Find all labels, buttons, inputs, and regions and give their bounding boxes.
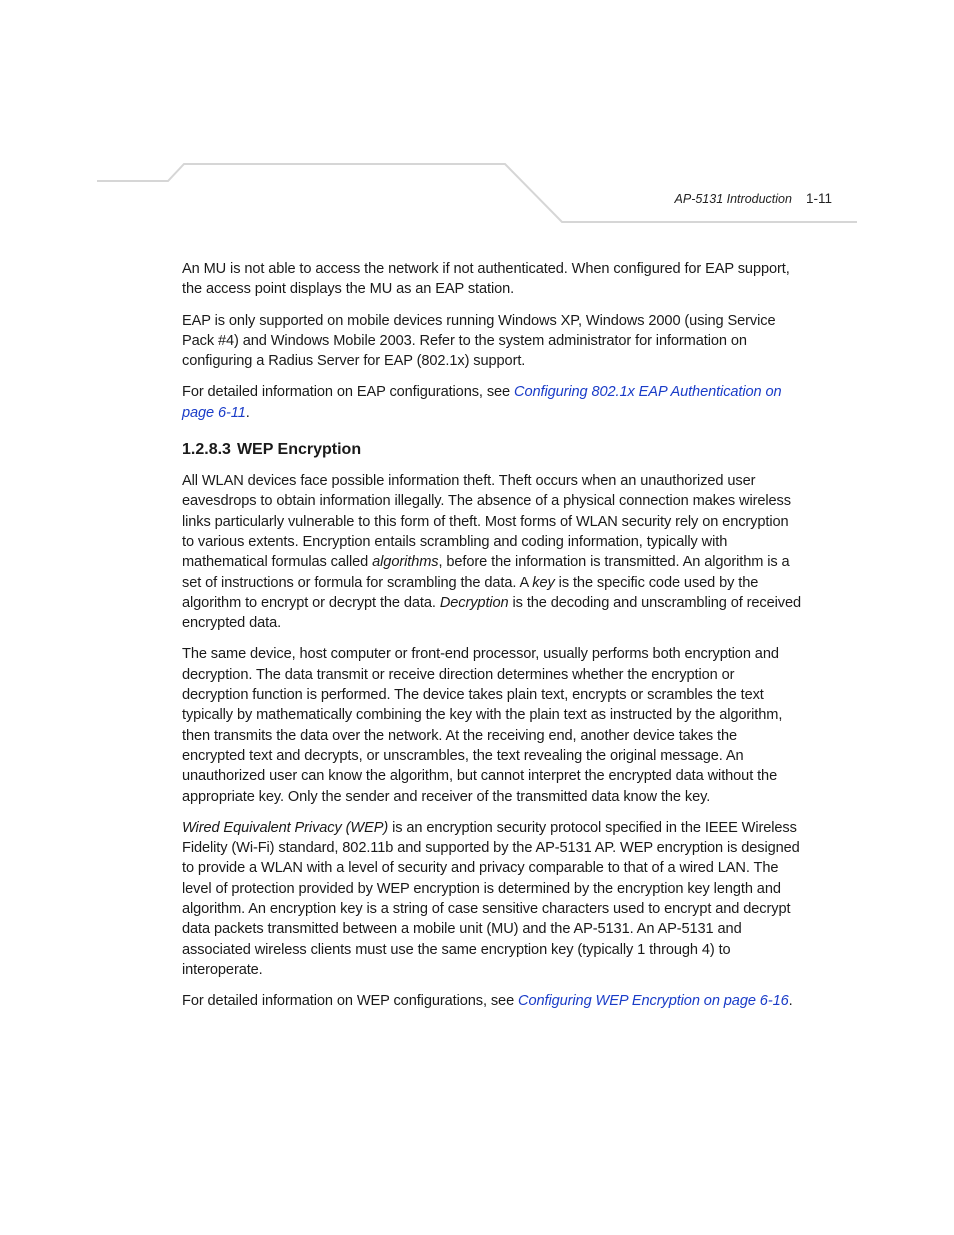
theft-text-2: , before the information is transmitted. An algorithm is a set of instructions or formula for scrambling the data. A	[182, 554, 790, 591]
wep-definition-text: is an encryption security protocol specified in the IEEE Wireless Fidelity (Wi-Fi) standard, 802.11b and supported by the AP-5131 AP. WEP encryption is designed to provide a WLAN with a level of security and privacy comparable to that of a wired LAN. The level of protection provided by WEP encryption is determined by the encryption key length and algorithm. An encryption key is a string of case sensitive characters used to encrypt and decrypt data packets transmitted between a mobile unit (MU) and the AP-5131. An AP-5131 and associated wireless clients must use the same encryption key (typically 1 through 4) to interoperate.	[182, 819, 800, 978]
theft-text-3: is the specific code used by the algorithm to encrypt or decrypt the data.	[182, 574, 759, 611]
section-number: 1.2.8.3	[182, 441, 231, 459]
section-heading	[182, 440, 802, 460]
eap-reference-end: .	[245, 404, 250, 421]
term-wep: Wired Equivalent Privacy (WEP)	[182, 819, 389, 836]
term-key: key	[532, 574, 555, 591]
paragraph-wep-reference	[182, 991, 802, 1011]
paragraph-wlan-theft	[182, 471, 802, 633]
theft-text-1: All WLAN devices face possible information theft. Theft occurs when an unauthorized user eavesdrops to obtain information illegally. The absence of a physical connection makes wireless links particularly vulnerable to this form of theft. Most forms of WLAN security rely on encryption to various extents. Encryption entails scrambling and coding information, typically with mathematical formulas called	[182, 473, 791, 571]
wep-config-link[interactable]: Configuring WEP Encryption on page 6-16	[518, 993, 789, 1010]
theft-text-4: is the decoding and unscrambling of received encrypted data.	[182, 594, 801, 632]
paragraph-eap-mu: An MU is not able to access the network if not authenticated. When configured for EAP support, the access point displays the MU as an EAP station.	[182, 261, 790, 298]
term-decryption: Decryption	[439, 594, 509, 611]
paragraph-eap-support: EAP is only supported on mobile devices running Windows XP, Windows 2000 (using Service Pack #4) and Windows Mobile 2003. Refer to the system administrator for information on configuring a Radius Server for EAP (802.1x) support.	[182, 312, 776, 370]
term-algorithms: algorithms	[372, 554, 439, 571]
wep-reference-end: .	[788, 993, 793, 1010]
running-header	[675, 191, 832, 206]
page-content	[182, 259, 802, 1023]
wep-reference-text: For detailed information on WEP configurations, see	[182, 993, 519, 1010]
paragraph-eap-reference	[182, 382, 802, 423]
paragraph-encryption-process: The same device, host computer or front-end processor, usually performs both encryption and decryption. The data transmit or receive direction determines whether the encryption or decryption function is performed. The device takes plain text, encrypts or scrambles the text typically by mathematically combining the key with the plain text as instructed by the algorithm, then transmits the data over the network. At the receiving end, another device takes the encrypted text and decrypts, or unscrambles, the text revealing the original message. An unauthorized user can know the algorithm, but cannot interpret the encrypted data without the appropriate key. Only the sender and receiver of the transmitted data know the key.	[182, 646, 783, 805]
eap-config-link[interactable]: Configuring 802.1x EAP Authentication on page 6-11	[182, 384, 782, 421]
section-title: WEP Encryption	[236, 441, 362, 459]
page-number: 1-11	[805, 191, 832, 206]
running-header-title: AP-5131 Introduction	[674, 192, 792, 206]
eap-reference-text: For detailed information on EAP configurations, see	[182, 384, 515, 401]
paragraph-wep-definition	[182, 818, 802, 980]
